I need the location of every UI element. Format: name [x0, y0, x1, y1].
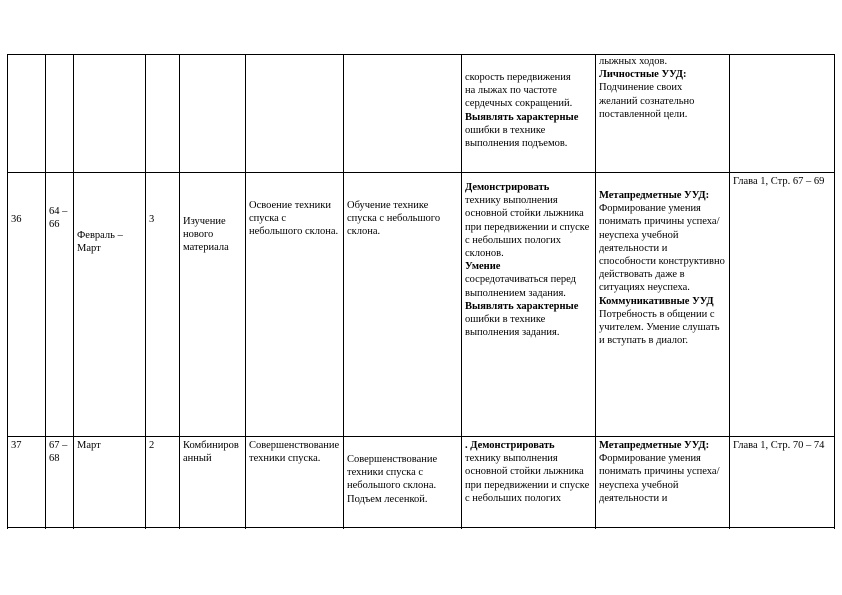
cell-number: 37: [7, 437, 45, 529]
activity-text: технику выполнения основной стойки лыжника при передвижении и спуске с небольших пологих: [465, 453, 590, 504]
activity-heading: Выявлять характерные: [465, 300, 579, 312]
activity-text: технику выполнения основной стойки лыжника при передвижении и спуске с небольших пологих склонов.: [465, 195, 590, 260]
activity-text: сосредотачиваться перед выполнением задания.: [465, 274, 577, 299]
uud-text: поставленной цели.: [599, 108, 688, 120]
uud-text: Формирование умения понимать причины успеха/неуспеха учебной деятельности и: [599, 453, 720, 504]
cell-hours: 2: [145, 437, 179, 529]
activity-heading: Демонстрировать: [465, 182, 550, 193]
cell-content: [343, 55, 461, 173]
activity-heading: Умение: [465, 261, 501, 273]
uud-heading: Метапредметные УУД:: [599, 440, 710, 451]
cell-topic: Освоение техники спуска с небольшого склона.: [245, 173, 343, 437]
activity-text: на лыжах по частоте: [465, 85, 557, 97]
cell-topic: [245, 55, 343, 173]
uud-text: Потребность в общении с учителем. Умение слушать и вступать в диалог.: [599, 308, 720, 347]
cell-topic: Совершенствование техники спуска.: [245, 437, 343, 529]
table-row: [7, 436, 835, 529]
cell-content: Совершенствование техники спуска с небольшого склона. Подъем лесенкой.: [343, 437, 461, 529]
cell-uud: [595, 437, 729, 529]
cell-lesson-type: [179, 55, 245, 173]
activity-text: выполнения подъемов.: [465, 138, 568, 150]
cell-reference: [729, 55, 835, 173]
cell-activity: [461, 173, 595, 437]
cell-number: 36: [7, 173, 45, 437]
table-row: [7, 54, 835, 173]
cell-lessons: 64 – 66: [45, 173, 73, 437]
uud-text: Формирование умения понимать причины успеха/неуспеха учебной деятельности и способности конструктивно действовать даже в ситуациях неуспеха.: [599, 203, 725, 294]
cell-month: Февраль – Март: [73, 173, 145, 437]
cell-reference: Глава 1, Стр. 67 – 69: [729, 173, 835, 437]
uud-text: желаний сознательно: [599, 95, 695, 107]
cell-uud: [595, 173, 729, 437]
cell-lessons: [45, 55, 73, 173]
activity-text: скорость передвижения: [465, 72, 571, 83]
cell-content: Обучение технике спуска с небольшого склона.: [343, 173, 461, 437]
cell-lessons: 67 – 68: [45, 437, 73, 529]
cell-number: [7, 55, 45, 173]
activity-text: ошибки в технике: [465, 124, 546, 136]
cell-activity: [461, 55, 595, 173]
table-bottom-border: [7, 527, 835, 528]
cell-month: Март: [73, 437, 145, 529]
lesson-plan-table: [7, 54, 835, 528]
uud-text: лыжных ходов.: [599, 56, 668, 67]
uud-heading: Коммуникативные УУД: [599, 295, 714, 307]
cell-lesson-type: Изучение нового материала: [179, 173, 245, 437]
cell-hours: 3: [145, 173, 179, 437]
activity-heading: . Демонстрировать: [465, 440, 555, 451]
activity-text: сердечных сокращений.: [465, 98, 573, 110]
activity-text: ошибки в технике выполнения задания.: [465, 314, 560, 339]
uud-heading: Личностные УУД:: [599, 69, 687, 81]
cell-lesson-type: Комбинированный: [179, 437, 245, 529]
cell-reference: Глава 1, Стр. 70 – 74: [729, 437, 835, 529]
uud-heading: Метапредметные УУД:: [599, 190, 710, 201]
cell-uud: [595, 55, 729, 173]
uud-text: Подчинение своих: [599, 82, 683, 94]
table-row: [7, 172, 835, 437]
cell-month: [73, 55, 145, 173]
cell-hours: [145, 55, 179, 173]
cell-activity: [461, 437, 595, 529]
activity-heading: Выявлять характерные: [465, 111, 579, 123]
